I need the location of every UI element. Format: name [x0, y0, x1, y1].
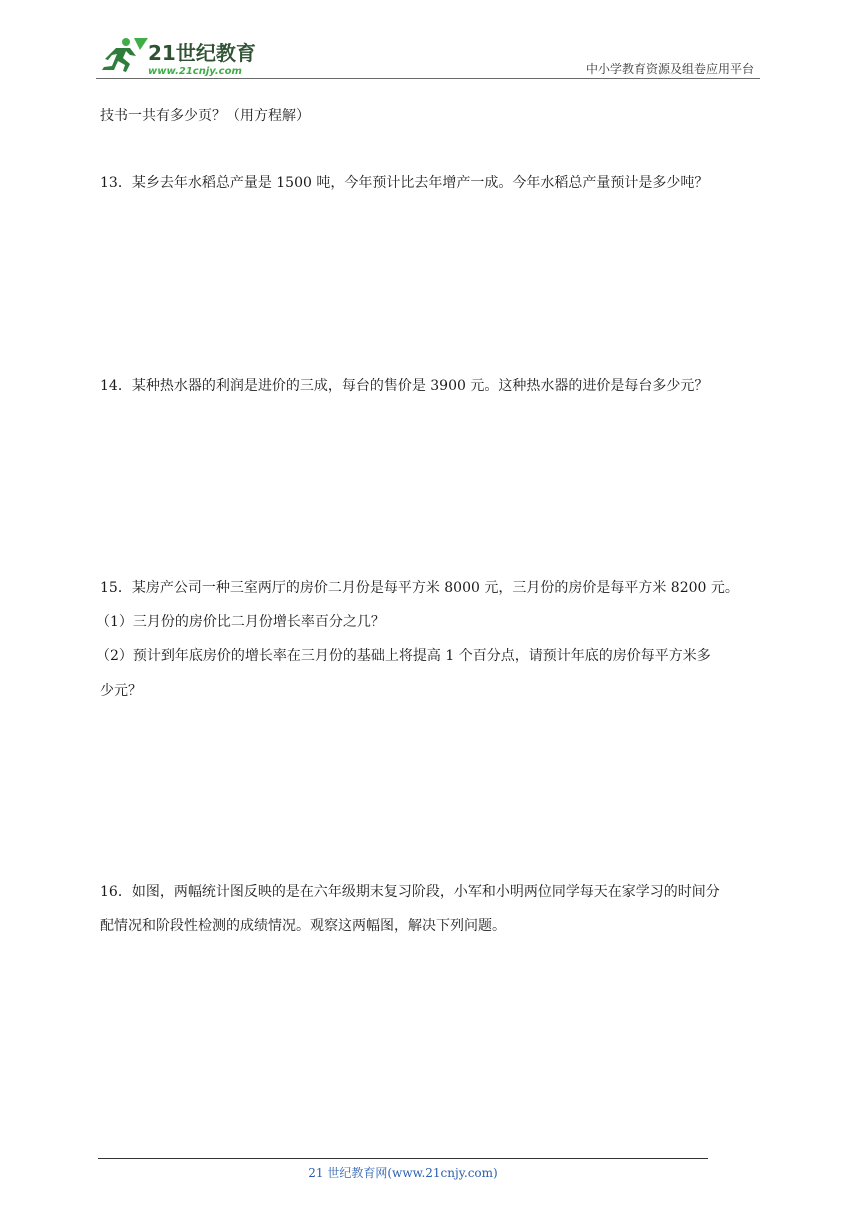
question-16-line-2: 配情况和阶段性检测的成绩情况。观察这两幅图，解决下列问题。	[100, 918, 506, 934]
question-16-line-1: 16．如图，两幅统计图反映的是在六年级期末复习阶段，小军和小明两位同学每天在家学习的时间分	[100, 884, 720, 900]
question-13: 13．某乡去年水稻总产量是 1500 吨，今年预计比去年增产一成。今年水稻总产量预计是多少吨？	[100, 175, 709, 191]
question-12-continuation: 技书一共有多少页？（用方程解）	[100, 108, 310, 124]
question-14: 14．某种热水器的利润是进价的三成，每台的售价是 3900 元。这种热水器的进价是每台多少元？	[100, 378, 709, 394]
question-15-part-2-line-1: （2）预计到年底房价的增长率在三月份的基础上将提高 1 个百分点，请预计年底的房价每平方米多	[96, 648, 711, 664]
question-15: 15．某房产公司一种三室两厅的房价二月份是每平方米 8000 元，三月份的房价是每平方米 8200 元。	[100, 580, 739, 596]
site-logo[interactable]	[96, 34, 266, 78]
footer-divider	[98, 1158, 708, 1159]
platform-tagline: 中小学教育资源及组卷应用平台	[585, 62, 754, 76]
header-divider	[96, 78, 760, 79]
svg-text:www.21cnjy.com: www.21cnjy.com	[148, 66, 242, 77]
runner-logo-icon	[96, 34, 266, 78]
question-15-part-2-line-2: 少元？	[100, 683, 142, 699]
footer-link[interactable]: 21 世纪教育网(www.21cnjy.com)	[308, 1166, 498, 1180]
question-15-part-1: （1）三月份的房价比二月份增长率百分之几？	[96, 614, 385, 630]
svg-text:21世纪教育: 21世纪教育	[148, 41, 256, 65]
page-header	[96, 30, 760, 80]
